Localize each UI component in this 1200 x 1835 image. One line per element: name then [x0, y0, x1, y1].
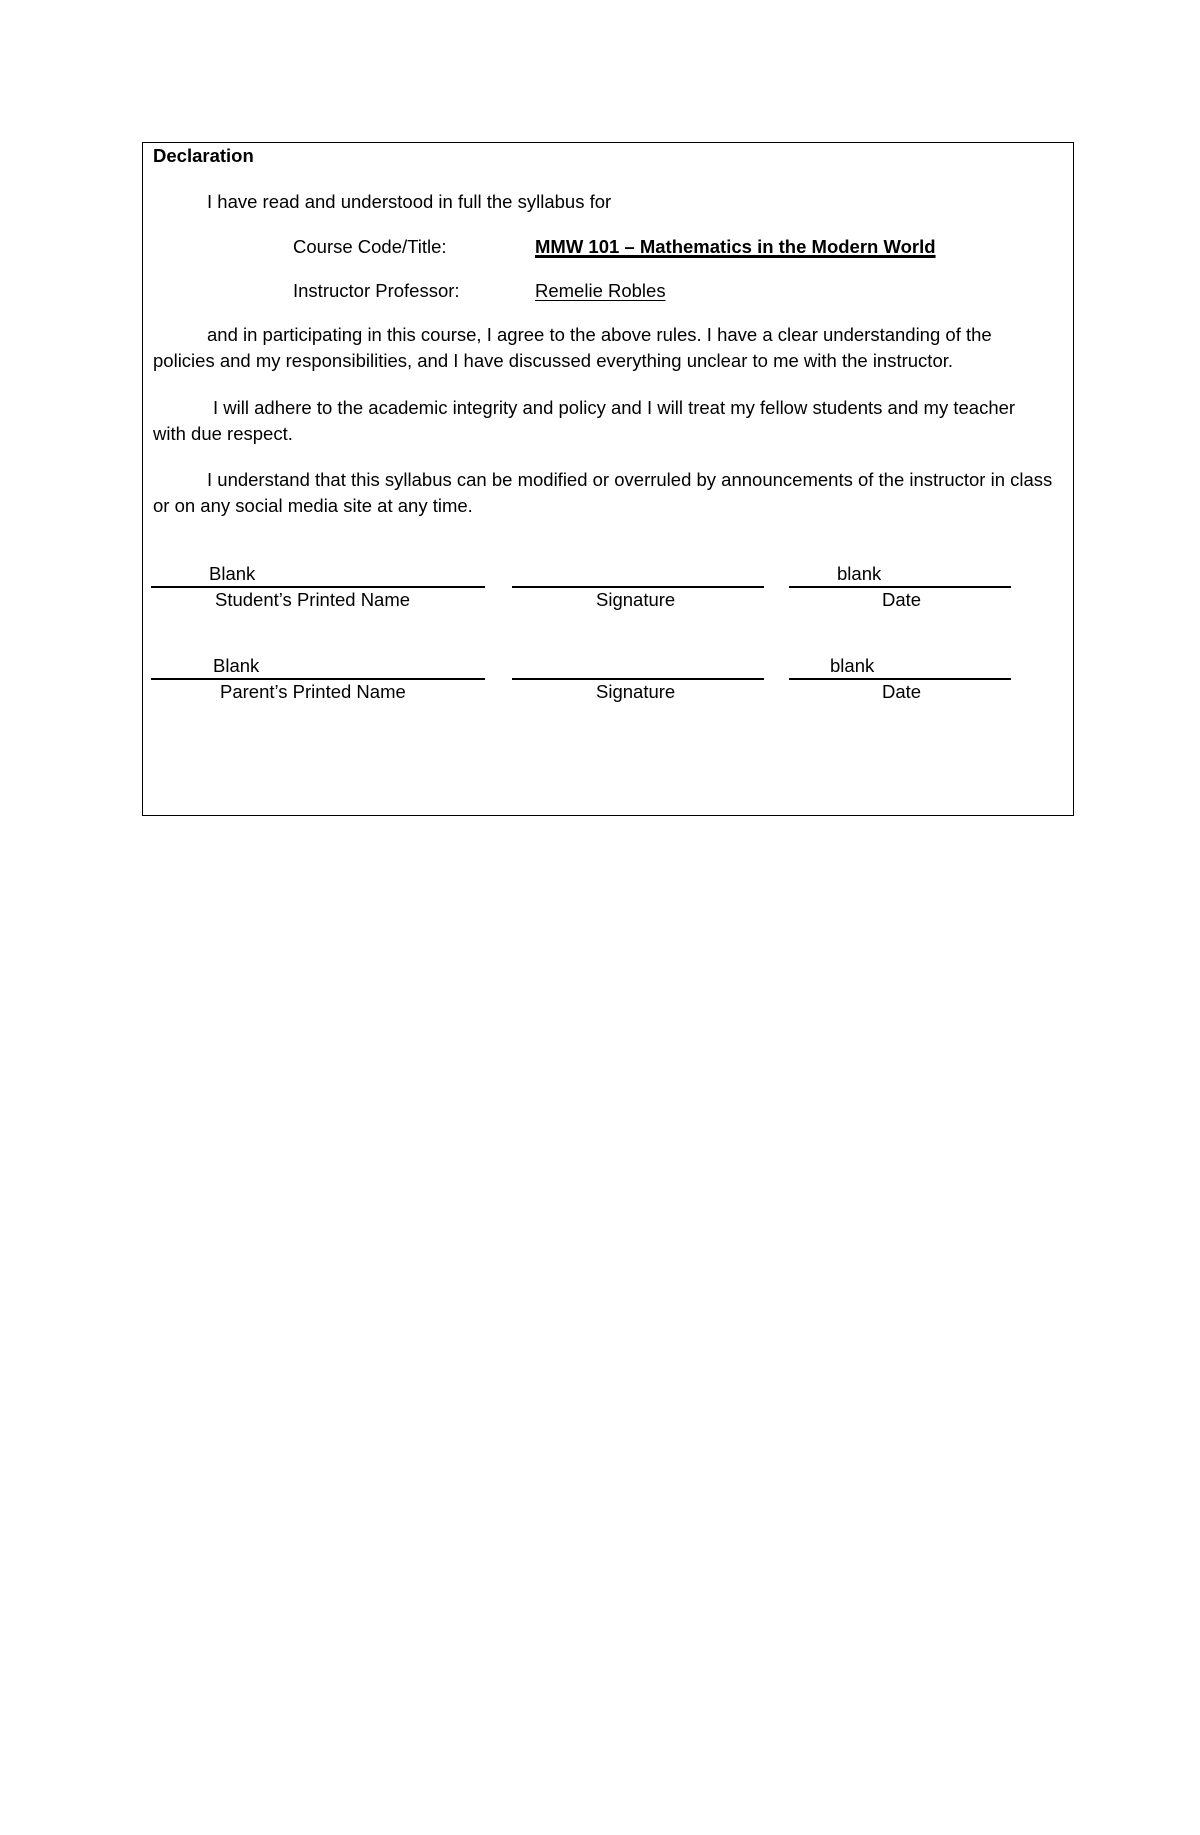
- student-date-line: [789, 586, 1011, 588]
- parent-name-line: [151, 678, 485, 680]
- parent-name-caption: Parent’s Printed Name: [220, 681, 406, 702]
- course-value: MMW 101 – Mathematics in the Modern World: [535, 236, 936, 257]
- student-name-value: Blank: [209, 563, 256, 584]
- agreement-paragraph: and in participating in this course, I agree to the above rules. I have a clear understanding of the policies and my responsibilities, and I have discussed everything unclear to me with the instructor.: [153, 324, 992, 371]
- course-label: Course Code/Title:: [293, 236, 447, 257]
- intro-text: I have read and understood in full the syllabus for: [207, 191, 612, 212]
- student-signature-line: [512, 586, 764, 588]
- modification-paragraph: I understand that this syllabus can be modified or overruled by announcements of the instructor in class or on any social media site at any time.: [153, 469, 1053, 516]
- integrity-paragraph: I will adhere to the academic integrity and policy and I will treat my fellow students and my teacher with due respect.: [153, 397, 1016, 444]
- declaration-box: [142, 142, 1074, 816]
- parent-date-caption: Date: [882, 681, 922, 702]
- student-name-line: [151, 586, 485, 588]
- instructor-value: Remelie Robles: [535, 280, 666, 301]
- parent-date-value: blank: [830, 655, 875, 676]
- instructor-label: Instructor Professor:: [293, 280, 460, 301]
- student-signature-caption: Signature: [596, 589, 676, 610]
- student-date-value: blank: [837, 563, 882, 584]
- parent-name-value: Blank: [213, 655, 260, 676]
- student-date-caption: Date: [882, 589, 922, 610]
- parent-signature-caption: Signature: [596, 681, 676, 702]
- declaration-heading: Declaration: [153, 145, 254, 166]
- parent-signature-line: [512, 678, 764, 680]
- student-name-caption: Student’s Printed Name: [215, 589, 411, 610]
- parent-date-line: [789, 678, 1011, 680]
